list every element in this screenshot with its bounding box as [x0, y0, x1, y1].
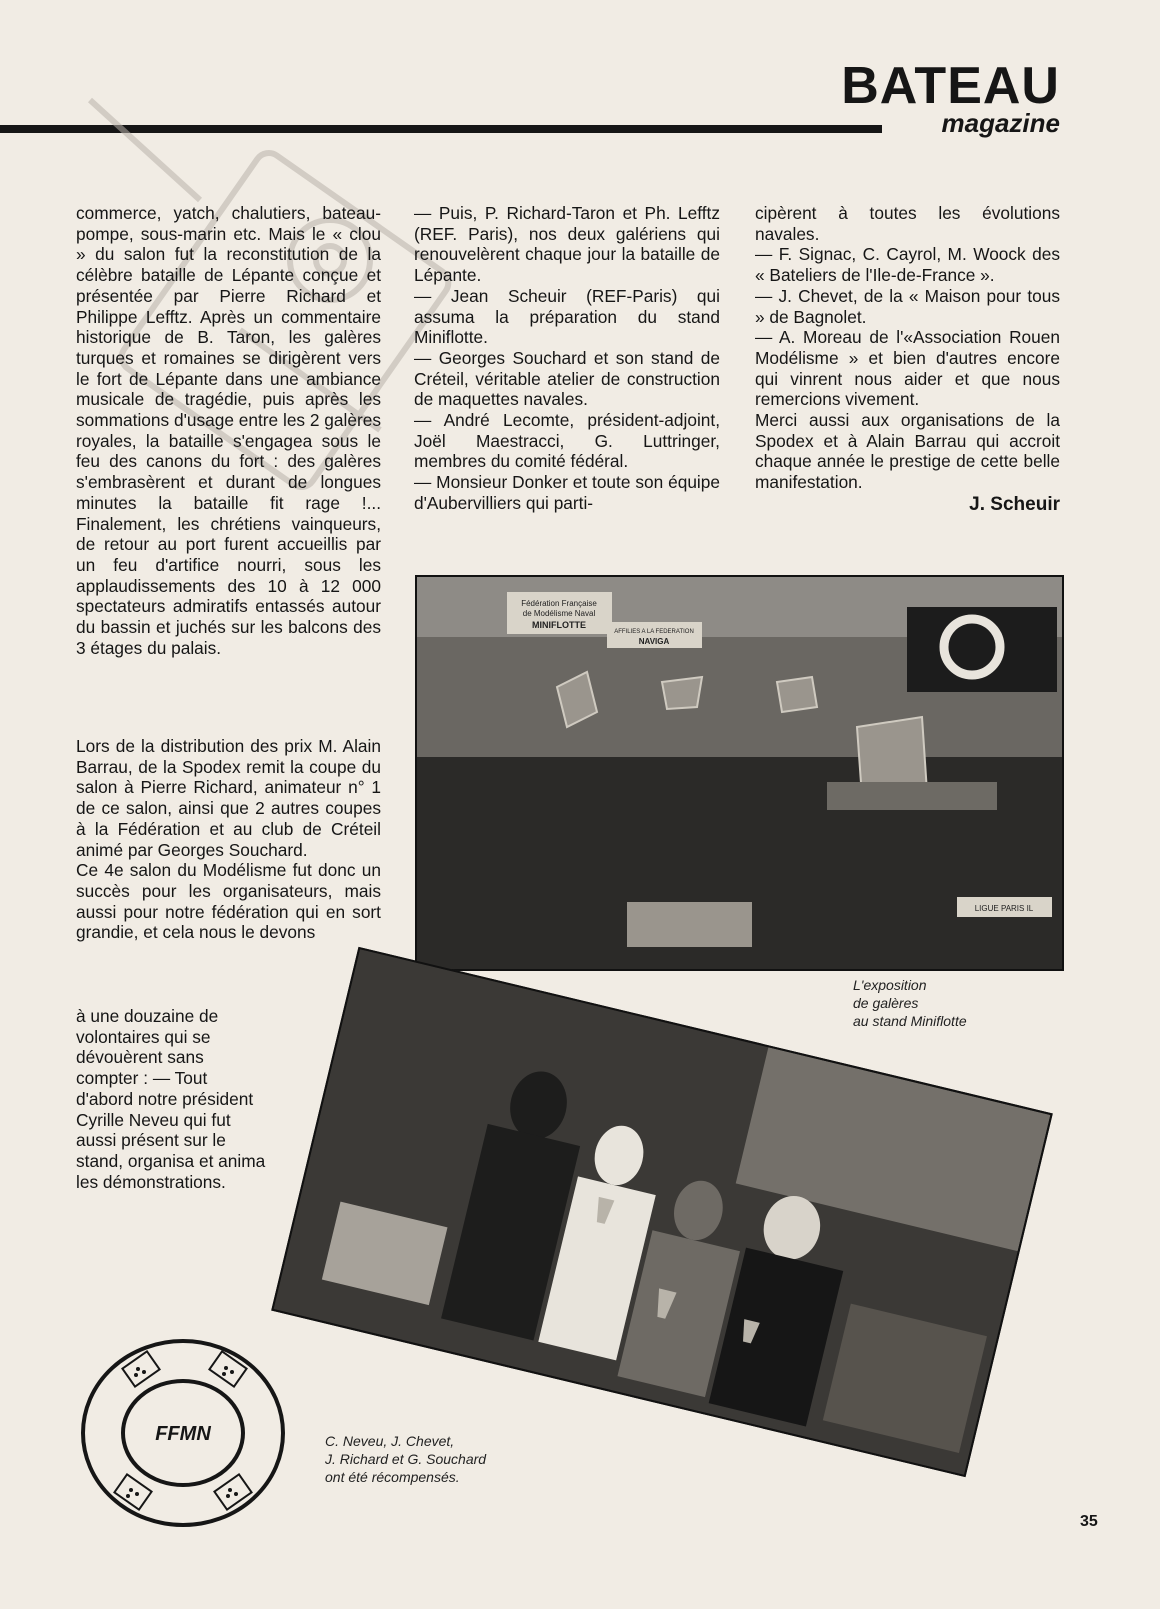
header-rule — [0, 125, 882, 133]
caption-line: C. Neveu, J. Chevet, — [325, 1433, 455, 1449]
paragraph: — F. Signac, C. Cayrol, M. Woock des « Bateliers de l'Ile-de-France ». — [755, 244, 1060, 286]
award-photo-wrapper — [270, 935, 1070, 1495]
caption-line: L'exposition — [853, 977, 927, 993]
caption-line: ont été récompensés. — [325, 1469, 460, 1485]
page-number: 35 — [1080, 1513, 1098, 1530]
paragraph: Ce 4e salon du Modélisme fut donc un succès pour les organisateurs, mais aussi pour notre fédération qui en sort grandie, et cela nous le devons — [76, 860, 381, 943]
column-3 — [755, 203, 1060, 516]
magazine-brand: BATEAU — [841, 57, 1060, 115]
sign-text: LIGUE PARIS IL — [974, 904, 1034, 913]
paragraph: — Monsieur Donker et toute son équipe d'Aubervilliers qui parti- — [414, 472, 720, 513]
paragraph: cipèrent à toutes les évolutions navales. — [755, 203, 1060, 244]
banner-text: NAVIGA — [638, 637, 670, 646]
banner-text: Fédération Française — [521, 599, 597, 608]
award-photo — [271, 947, 1053, 1477]
award-photo-illustration — [274, 949, 1051, 1475]
banner-text: MINIFLOTTE — [532, 620, 586, 630]
logo-text: FFMN — [155, 1423, 211, 1445]
caption-line: J. Richard et G. Souchard — [325, 1451, 487, 1467]
column-1-wrap-text — [76, 1006, 266, 1192]
caption-line: de galères — [853, 995, 919, 1011]
paragraph: commerce, yatch, chalutiers, bateau-pompe, sous-marin etc. Mais le « clou » du salon fut la reconstitution de la célèbre bataille de Lépante conçue et présentée par Pierre Richard et Philippe Lefftz. Après un commentaire historique de B. Taron, les galères turques et romaines se dirigèrent vers le fort de Lépante dans une ambiance musicale de tragédie, puis après les sommations d'usage entre les 2 galères royales, la bataille s'engagea sous le feu des canons du fort : des galères s'embrasèrent et durant de longues minutes la bataille fit rage !... Finalement, les chrétiens vainqueurs, de retour au port furent accueillis par un feu d'artifice nourri, sous les applaudissements des 10 à 12 000 spectateurs admiratifs entassés autour du bassin et juchés sur les balcons des 3 étages du palais. — [76, 203, 381, 658]
column-1-continued — [76, 736, 381, 943]
paragraph: — Puis, P. Richard-Taron et Ph. Lefftz (REF. Paris), nos deux galériens qui renouvelèrent chaque jour la bataille de Lépante. — [414, 203, 720, 286]
paragraph: — Jean Scheuir (REF-Paris) qui assuma la préparation du stand Miniflotte. — [414, 285, 720, 348]
column-2 — [414, 203, 720, 514]
paragraph: — J. Chevet, de la « Maison pour tous » de Bagnolet. — [755, 285, 1060, 327]
magazine-subtitle: magazine — [941, 108, 1060, 138]
paragraph: Lors de la distribution des prix M. Alain Barrau, de la Spodex remit la coupe du salon à Pierre Richard, animateur n° 1 de ce salon, ainsi que 2 autres coupes à la Fédération et au club de Créteil animé par Georges Souchard. — [76, 736, 381, 860]
photo-2-caption — [325, 1432, 486, 1486]
banner-text: de Modélisme Naval — [522, 609, 596, 618]
paragraph: à une douzaine de volontaires qui se dévouèrent sans compter : — Tout d'abord notre président Cyrille Neveu qui fut aussi présent sur le stand, organisa et anima les démonstrations. — [76, 1006, 266, 1192]
exhibition-photo — [415, 575, 1064, 971]
caption-line: au stand Miniflotte — [853, 1013, 967, 1029]
paragraph: Merci aussi aux organisations de la Spodex et à Alain Barrau qui accroit chaque année le prestige de cette belle manifestation. — [755, 410, 1060, 493]
paragraph: — André Lecomte, président-adjoint, Joël Maestracci, G. Luttringer, membres du comité fédéral. — [414, 410, 720, 472]
paragraph: — Georges Souchard et son stand de Créteil, véritable atelier de construction de maquettes navales. — [414, 347, 720, 410]
column-1 — [76, 203, 381, 658]
paragraph: — A. Moreau de l'«Association Rouen Modélisme » et bien d'autres encore qui vinrent nous aider et que nous remercions vivement. — [755, 327, 1060, 410]
banner-text: AFFILIES A LA FEDERATION — [614, 629, 694, 635]
exhibition-photo-illustration — [417, 577, 1062, 969]
ffmn-lifebuoy-logo — [78, 1336, 288, 1531]
author-signature: J. Scheuir — [969, 493, 1060, 515]
